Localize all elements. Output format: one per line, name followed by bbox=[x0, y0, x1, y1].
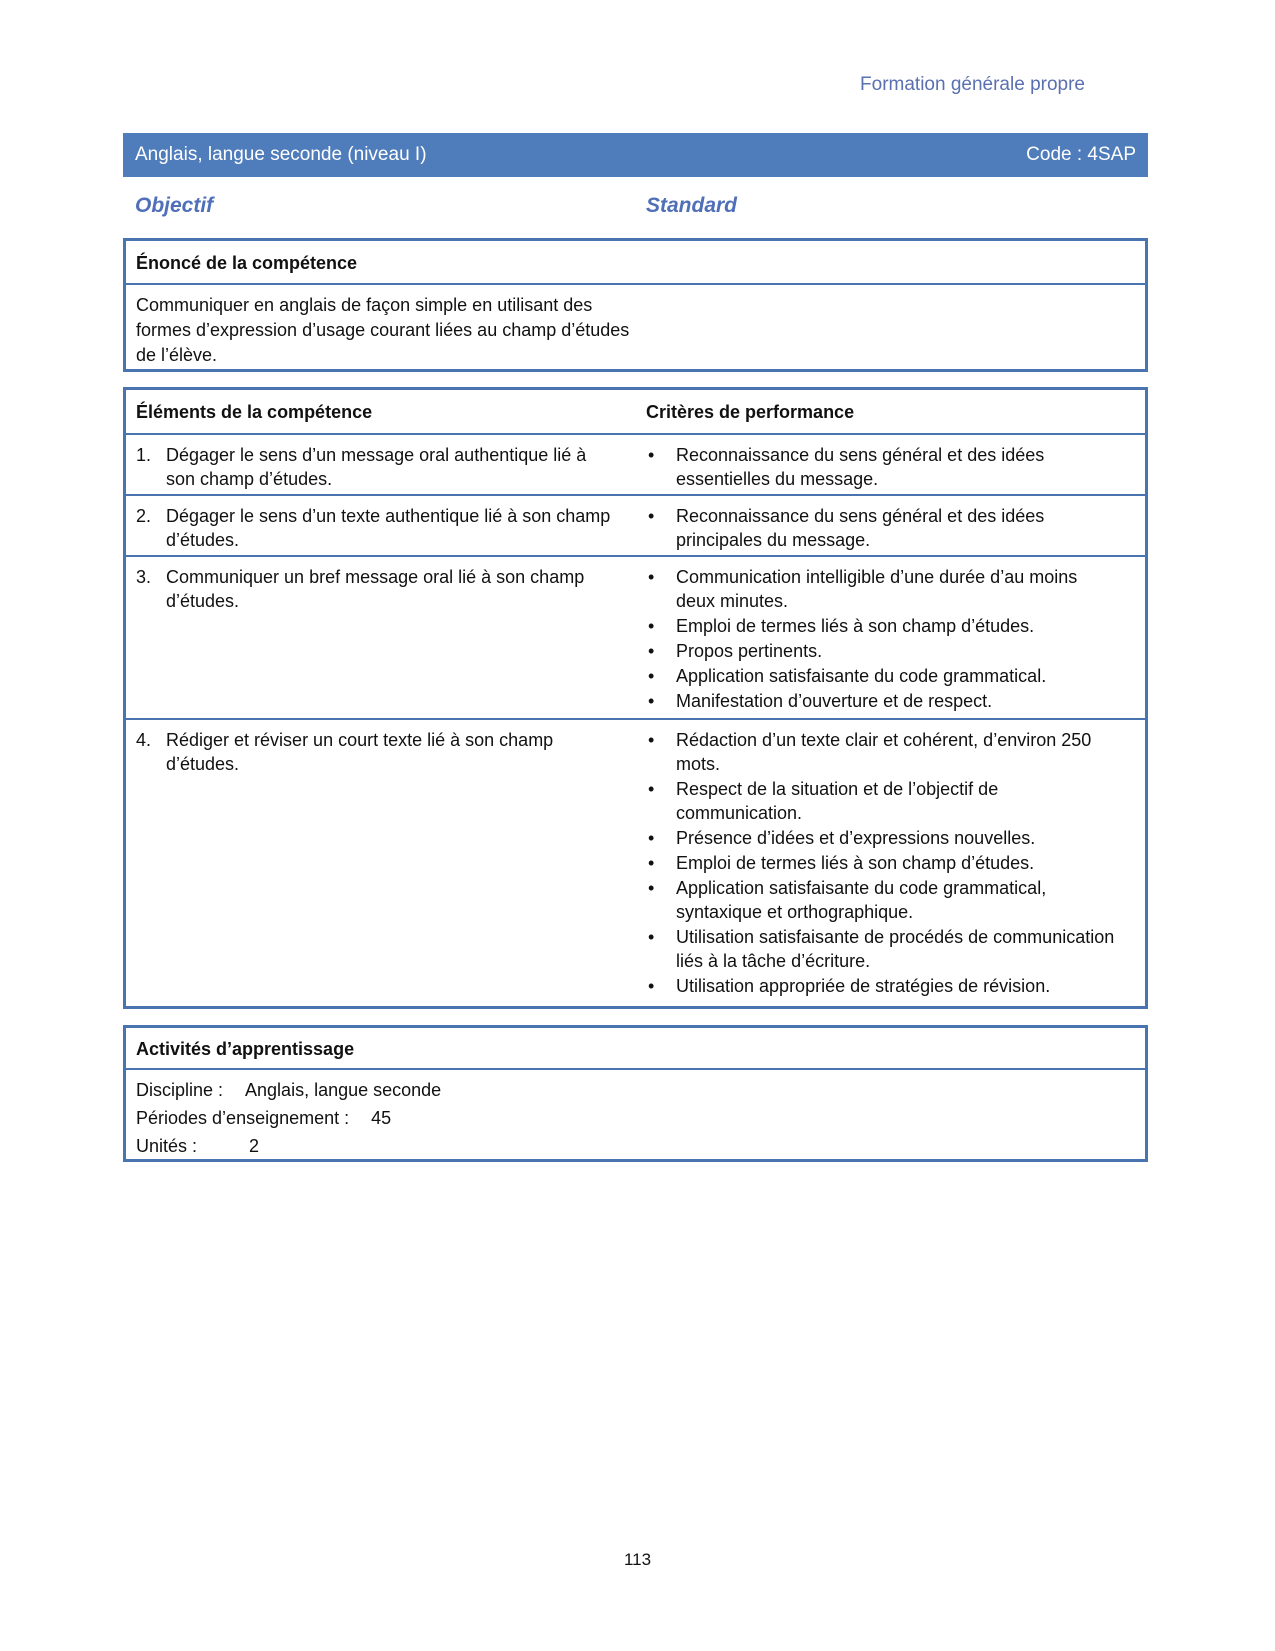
list-item: • Utilisation appropriée de stratégies de révision. bbox=[646, 974, 1121, 998]
objective-row bbox=[135, 194, 755, 218]
criteria-list bbox=[646, 504, 1121, 553]
unites-row bbox=[136, 1132, 1135, 1160]
enonce-text: Communiquer en anglais de façon simple en utilisant des formes d’expression d’usage courant liées au champ d’études de l’élève. bbox=[136, 295, 630, 365]
list-item: • Reconnaissance du sens général et des idées principales du message. bbox=[646, 504, 1121, 552]
element-number: 2. bbox=[136, 506, 152, 526]
table-row bbox=[126, 720, 1145, 1006]
table-row bbox=[126, 557, 1145, 720]
list-item: • Utilisation satisfaisante de procédés de communication liés à la tâche d’écriture. bbox=[646, 925, 1121, 973]
list-item: • Propos pertinents. bbox=[646, 639, 1121, 663]
discipline-value: Anglais, langue seconde bbox=[245, 1080, 442, 1100]
criteria-list bbox=[646, 565, 1121, 714]
activites-box bbox=[123, 1025, 1148, 1162]
list-item: • Communication intelligible d’une durée d’au moins deux minutes. bbox=[646, 565, 1121, 613]
standard-label: Standard bbox=[646, 194, 738, 217]
course-title-bar bbox=[123, 133, 1148, 177]
list-item: • Emploi de termes liés à son champ d’études. bbox=[646, 614, 1121, 638]
periodes-row bbox=[136, 1104, 1135, 1132]
element-text: 2. Dégager le sens d’un texte authentique lié à son champ d’études. bbox=[136, 506, 611, 550]
elements-heading: Éléments de la compétence bbox=[136, 402, 373, 422]
course-code: Code : 4SAP bbox=[1026, 144, 1136, 165]
list-item: • Rédaction d’un texte clair et cohérent, d’environ 250 mots. bbox=[646, 728, 1121, 776]
periodes-value: 45 bbox=[371, 1108, 392, 1128]
discipline-label: Discipline : bbox=[136, 1080, 224, 1100]
activites-heading: Activités d’apprentissage bbox=[126, 1028, 1145, 1070]
element-text: 1. Dégager le sens d’un message oral authentique lié à son champ d’études. bbox=[136, 445, 587, 489]
list-item: • Respect de la situation et de l’objectif de communication. bbox=[646, 777, 1121, 825]
list-item: • Reconnaissance du sens général et des idées essentielles du message. bbox=[646, 443, 1121, 491]
criteria-list bbox=[646, 728, 1121, 999]
page-number: 113 bbox=[623, 1550, 652, 1569]
enonce-heading: Énoncé de la compétence bbox=[126, 241, 1145, 285]
list-item: • Présence d’idées et d’expressions nouvelles. bbox=[646, 826, 1121, 850]
list-item: • Manifestation d’ouverture et de respect. bbox=[646, 689, 1121, 713]
elements-table bbox=[123, 387, 1148, 1009]
unites-label: Unités : bbox=[136, 1136, 198, 1156]
element-number: 3. bbox=[136, 567, 152, 587]
enonce-box bbox=[123, 238, 1148, 372]
course-title: Anglais, langue seconde (niveau I) bbox=[135, 144, 427, 165]
element-number: 1. bbox=[136, 445, 152, 465]
table-row bbox=[126, 496, 1145, 557]
program-header: Formation générale propre bbox=[860, 74, 1085, 95]
list-item: • Emploi de termes liés à son champ d’études. bbox=[646, 851, 1121, 875]
unites-value: 2 bbox=[249, 1136, 260, 1156]
discipline-row bbox=[136, 1076, 1135, 1104]
criteres-heading: Critères de performance bbox=[646, 402, 855, 422]
table-row bbox=[126, 435, 1145, 496]
element-number: 4. bbox=[136, 730, 152, 750]
objectif-label: Objectif bbox=[135, 194, 214, 217]
list-item: • Application satisfaisante du code grammatical, syntaxique et orthographique. bbox=[646, 876, 1121, 924]
criteria-list bbox=[646, 443, 1121, 492]
element-text: 4. Rédiger et réviser un court texte lié à son champ d’études. bbox=[136, 730, 554, 774]
list-item: • Application satisfaisante du code grammatical. bbox=[646, 664, 1121, 688]
periodes-label: Périodes d’enseignement : bbox=[136, 1108, 350, 1128]
elements-table-header bbox=[126, 390, 1145, 435]
element-text: 3. Communiquer un bref message oral lié à son champ d’études. bbox=[136, 567, 585, 611]
activites-body bbox=[126, 1070, 1145, 1160]
